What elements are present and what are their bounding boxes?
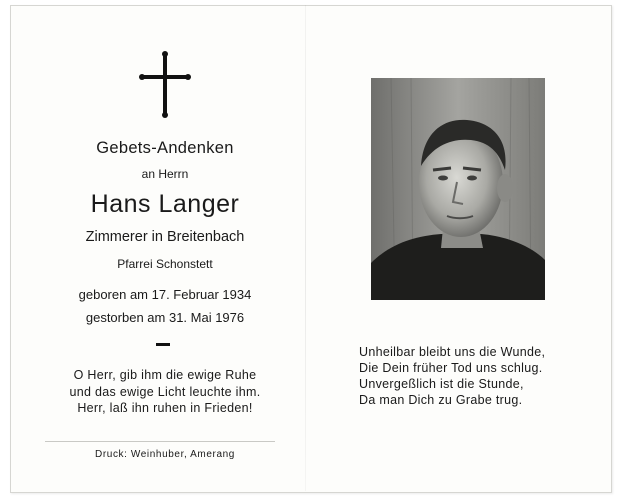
portrait-photo xyxy=(371,78,545,300)
divider-dash xyxy=(156,343,170,346)
cross-icon xyxy=(30,48,300,118)
profession: Zimmerer in Breitenbach xyxy=(85,229,245,245)
prayer-line: O Herr, gib ihm die ewige Ruhe xyxy=(73,368,257,382)
prayer-line: und das ewige Licht leuchte ihm. xyxy=(69,384,261,399)
verse-line: Unvergeßlich ist die Stunde, xyxy=(359,377,524,391)
card-heading: Gebets-Andenken xyxy=(96,139,234,157)
printer-credit: Druck: Weinhuber, Amerang xyxy=(95,449,235,460)
verse-line: Unheilbar bleibt uns die Wunde, xyxy=(359,345,546,359)
left-panel xyxy=(30,0,300,501)
death-date: gestorben am 31. Mai 1976 xyxy=(85,310,245,325)
parish: Pfarrei Schonstett xyxy=(117,257,213,271)
verse-text xyxy=(359,344,579,408)
verse-line: Da man Dich zu Grabe trug. xyxy=(359,393,523,407)
salutation: an Herrn xyxy=(141,167,189,181)
prayer-line: Herr, laß ihn ruhen in Frieden! xyxy=(77,401,253,415)
card-fold xyxy=(305,5,306,491)
prayer-text xyxy=(30,367,300,417)
verse-line: Die Dein früher Tod uns schlug. xyxy=(359,361,543,375)
footer-rule xyxy=(45,441,275,442)
deceased-name: Hans Langer xyxy=(90,190,240,218)
birth-date: geboren am 17. Februar 1934 xyxy=(78,287,252,302)
